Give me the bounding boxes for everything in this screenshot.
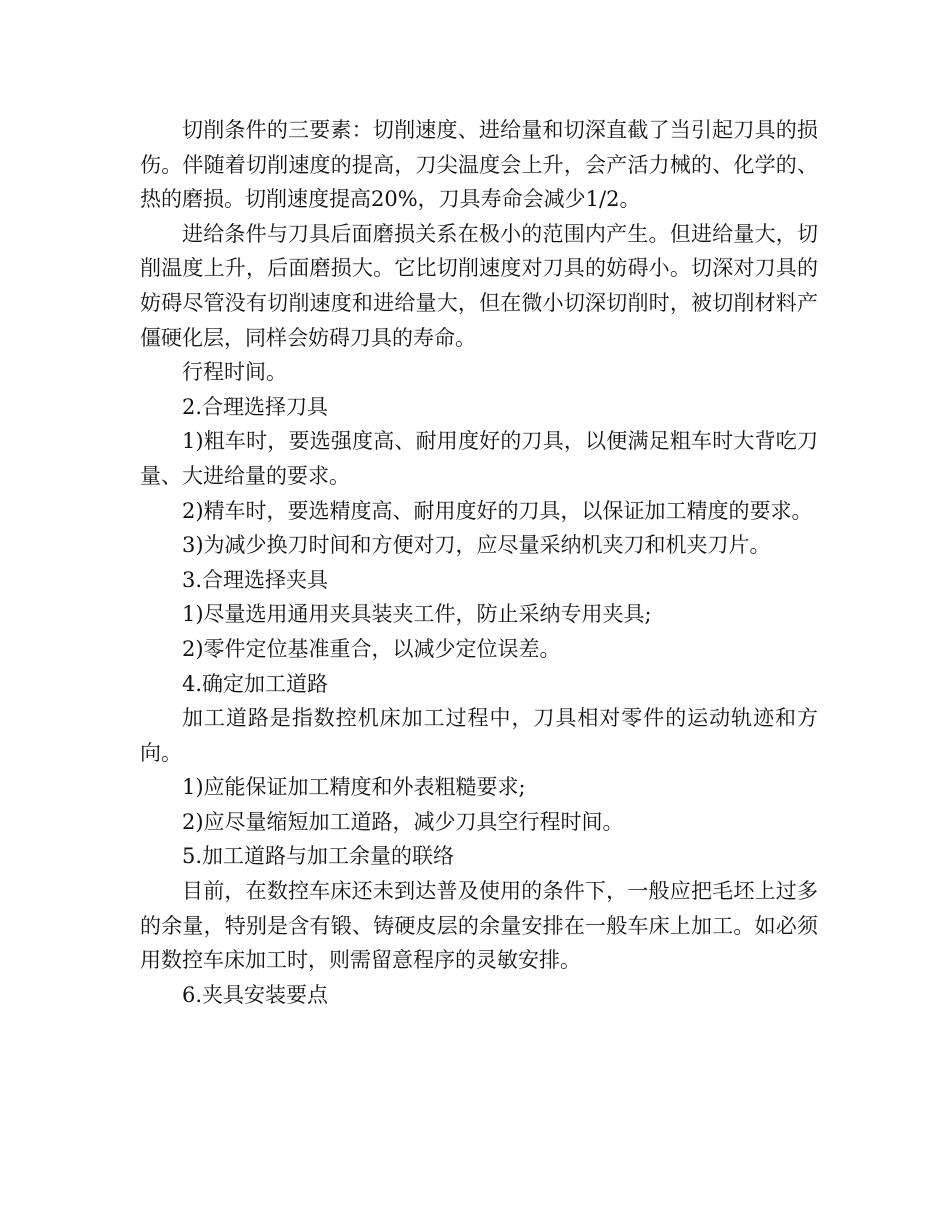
list-item-general-fixtures: 1)尽量选用通用夹具装夹工件，防止采纳专用夹具; <box>182 602 652 627</box>
paragraph-allowance: 目前，在数控车床还未到达普及使用的条件下，一般应把毛坯上过多的余量，特别是含有锻、铸硬皮层的余量安排在一般车床上加工。如必须用数控车床加工时，则需留意程序的灵敏安排。 <box>140 879 818 973</box>
paragraph-feed-conditions: 进给条件与刀具后面磨损关系在极小的范围内产生。但进给量大，切削温度上升，后面磨损大。它比切削速度对刀具的妨碍小。切深对刀具的妨碍尽管没有切削速度和进给量大，但在微小切深切削时，被切削材料产僵硬化层，同样会妨碍刀具的寿命。 <box>140 221 818 350</box>
heading-select-fixtures: 3.合理选择夹具 <box>182 567 329 592</box>
list-item-finish-turning: 2)精车时，要选精度高、耐用度好的刀具，以保证加工精度的要求。 <box>182 498 813 523</box>
paragraph-route-definition: 加工道路是指数控机床加工过程中，刀具相对零件的运动轨迹和方向。 <box>140 706 818 765</box>
heading-route-allowance: 5.加工道路与加工余量的联络 <box>182 844 455 869</box>
heading-machining-route: 4.确定加工道路 <box>182 671 329 696</box>
heading-fixture-installation: 6.夹具安装要点 <box>182 982 329 1007</box>
paragraph-travel-time: 行程时间。 <box>182 360 287 385</box>
paragraph-cutting-conditions: 切削条件的三要素：切削速度、进给量和切深直截了当引起刀具的损伤。伴随着切削速度的提高，刀尖温度会上升，会产活力械的、化学的、热的磨损。切削速度提高20%，刀具寿命会减少1/2。 <box>140 118 818 212</box>
list-item-tool-change: 3)为减少换刀时间和方便对刀，应尽量采纳机夹刀和机夹刀片。 <box>182 533 771 558</box>
list-item-accuracy: 1)应能保证加工精度和外表粗糙要求; <box>182 775 526 800</box>
document-body <box>140 113 818 1012</box>
list-item-shorten-route: 2)应尽量缩短加工道路，减少刀具空行程时间。 <box>182 809 624 834</box>
list-item-rough-turning: 1)粗车时，要选强度高、耐用度好的刀具，以便满足粗车时大背吃刀量、大进给量的要求。 <box>140 429 818 488</box>
list-item-datum-coincide: 2)零件定位基准重合，以减少定位误差。 <box>182 636 561 661</box>
heading-select-tools: 2.合理选择刀具 <box>182 394 329 419</box>
